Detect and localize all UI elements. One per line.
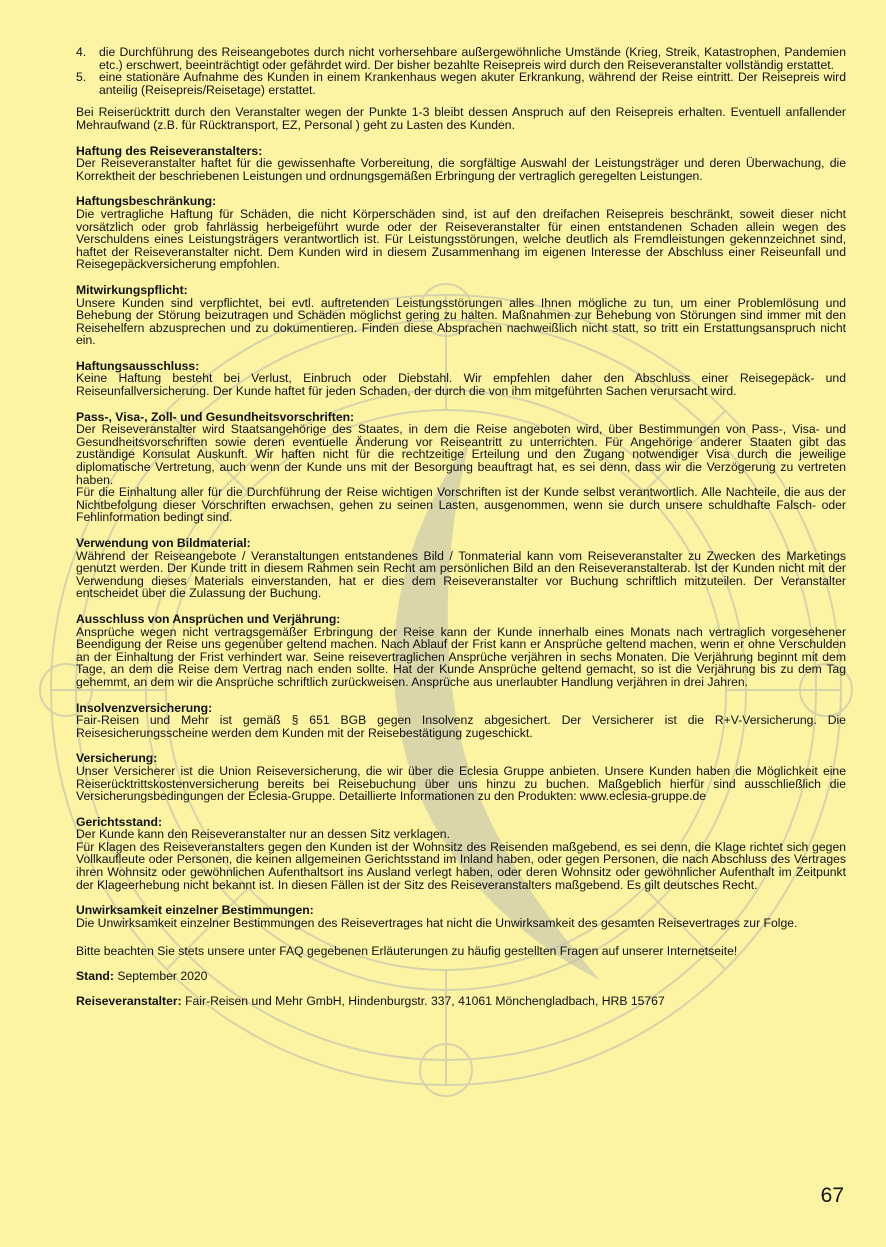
faq-note: Bitte beachten Sie stets unsere unter FAQ gegebenen Erläuterungen zu häufig gestellten Fragen auf unserer Internetseite! (76, 944, 738, 959)
section-mitwirkungspflicht (76, 284, 846, 347)
section-paragraph: Fair-Reisen und Mehr ist gemäß § 651 BGB gegen Insolvenz abgesichert. Der Versicherer ist die R+V-Versicherung. Die Reisesicherungsscheine werden dem Kunden mit der Reisebestätigung zugeschickt. (76, 713, 846, 740)
section-paragraph: Für die Einhaltung aller für die Durchführung der Reise wichtigen Vorschriften ist der Kunde selbst verantwortlich. Alle Nachteile, die aus der Nichtbefolgung dieser Vorschriften erwachsen, gehen zu seinen Lasten, ausgenommen, wenn sie durch unsere schuldhafte Falsch- oder Fehlinformation bedingt sind. (76, 485, 846, 525)
section-haftungsbeschraenkung (76, 195, 846, 271)
organizer-label: Reiseveranstalter: (76, 993, 182, 1008)
list-item-text: die Durchführung des Reiseangebotes durch nicht vorhersehbare außergewöhnliche Umstände (Krieg, Streik, Katastrophen, Pandemien etc.) erschwert, beeinträchtigt oder gefährdet wird. Der bisher bezahlte Reisepreis wird durch den Reiseveranstalter vollständig erstattet. (99, 45, 846, 72)
section-heading: Versicherung: (76, 751, 158, 766)
section-heading: Haftung des Reiseveranstalters: (76, 143, 263, 158)
list-item-number: 5. (76, 70, 87, 85)
organizer-value: Fair-Reisen und Mehr GmbH, Hindenburgstr. 337, 41061 Mönchengladbach, HRB 15767 (185, 993, 665, 1008)
section-paragraph: Die Unwirksamkeit einzelner Bestimmungen des Reisevertrages hat nicht die Unwirksamkeit des gesamten Reisevertrages zur Folge. (76, 915, 798, 930)
section-heading: Gerichtsstand: (76, 814, 163, 829)
section-paragraph: Die vertragliche Haftung für Schäden, die nicht Körperschäden sind, ist auf den dreifachen Reisepreis beschränkt, soweit dieser nicht vorsätzlich oder grob fahrlässig herbeigeführt wurde oder der Reiseveranstalter für einen entstandenen Schaden allein wegen des Verschuldens eines Leistungsträgers verantwortlich ist. Für Leistungsstörungen, welche deutlich als Fremdleistungen gekennzeichnet sind, haftet der Reiseveranstalter nicht. Dem Kunden wird in diesem Zusammenhang im eigenen Interesse der Abschluss einer Reiseunfall und Reisegepäckversicherung empfohlen. (76, 206, 846, 272)
section-paragraph: Keine Haftung besteht bei Verlust, Einbruch oder Diebstahl. Wir empfehlen daher den Abschluss einer Reisegepäck- und Reiseunfallversicherung. Der Kunde haftet für jeden Schaden, der durch die von ihm mitgeführten Sachen verursacht wird. (76, 371, 846, 399)
page-number: 67 (820, 1184, 844, 1207)
section-heading: Haftungsausschluss: (76, 358, 200, 373)
section-gerichtsstand (76, 816, 846, 892)
section-pass-visa (76, 411, 846, 524)
section-heading: Mitwirkungspflicht: (76, 282, 188, 297)
list-item (76, 46, 846, 71)
stand-value: September 2020 (117, 969, 208, 984)
section-paragraph: Der Reiseveranstalter haftet für die gewissenhafte Vorbereitung, die sorgfältige Auswahl der Leistungsträger und deren Überwachung, die Korrektheit der beschriebenen Leistungen und ordnungsgemäßen Erbringung der vertraglich geregelten Leistungen. (76, 156, 846, 183)
section-paragraph: Der Kunde kann den Reiseveranstalter nur an dessen Sitz verklagen. (76, 827, 450, 842)
section-paragraph: Während der Reiseangebote / Veranstaltungen entstandenes Bild / Tonmaterial kann vom Reiseveranstalter zu Zwecken des Marketings genutzt werden. Der Kunde tritt in diesem Rahmen sein Recht am persönlichen Bild an den Reiseveranstalterab. Ist der Kunden nicht mit der Verwendung dieses Materials einverstanden, hat er dies dem Reiseveranstalter vor Buchung schriftlich mitzuteilen. Der Veranstalter entscheidet über die Zulassung der Buchung. (76, 548, 846, 601)
section-heading: Haftungsbeschränkung: (76, 194, 217, 209)
section-haftungsausschluss (76, 360, 846, 398)
section-heading: Insolvenzversicherung: (76, 700, 213, 715)
list-item (76, 71, 846, 96)
section-haftung (76, 145, 846, 183)
section-insolvenz (76, 702, 846, 740)
section-paragraph: Unsere Kunden sind verpflichtet, bei evtl. auftretenden Leistungsstörungen alles Ihnen mögliche zu tun, um einer Problemlösung und Behebung der Störung beizutragen und Schäden möglichst gering zu halten. Maßnahmen zur Behebung von Störungen sind immer mit den Reisehelfern abzusprechen und zu dokumentieren. Finden diese Absprachen nachweißlich nicht statt, so tritt ein Erstattungsanspruch nicht ein. (76, 295, 846, 348)
section-heading: Verwendung von Bildmaterial: (76, 536, 251, 550)
section-heading: Ausschluss von Ansprüchen und Verjährung: (76, 611, 341, 626)
terms-content (76, 46, 846, 1007)
list-item-text: eine stationäre Aufnahme des Kunden in einem Krankenhaus wegen akuter Erkrankung, während der Reise eintritt. Der Reisepreis wird anteilig (Reisepreis/Reisetage) erstattet. (99, 70, 846, 97)
list-item-number: 4. (76, 45, 87, 59)
section-bildmaterial (76, 537, 846, 600)
stand-label: Stand: (76, 969, 114, 984)
section-heading: Pass-, Visa-, Zoll- und Gesundheitsvorschriften: (76, 409, 355, 424)
organizer-line (76, 995, 846, 1008)
section-heading: Unwirksamkeit einzelner Bestimmungen: (76, 903, 314, 918)
section-paragraph: Ansprüche wegen nicht vertragsgemäßer Erbringung der Reise kann der Kunde innerhalb eines Monats nach vertraglich vorgesehener Beendigung der Reise uns gegenüber geltend machen. Nach Ablauf der Frist kann er Ansprüche geltend machen, wenn er ohne Verschulden an der Einhaltung der Frist verhindert war. Seine reisevertraglichen Ansprüche verjähren in sechs Monaten. Die Verjährung beginnt mit dem Tage, an dem die Reise dem Vertrag nach enden sollte. Hat der Kunde Ansprüche geltend gemacht, so ist die Verjährung bis zu dem Tag gehemmt, an dem wir die Ansprüche schriftlich zurückweisen. Ansprüche aus unerlaubter Handlung verjähren in drei Jahren. (76, 624, 846, 689)
intro-paragraph: Bei Reiserücktritt durch den Veranstalter wegen der Punkte 1-3 bleibt dessen Anspruch auf den Reisepreis erhalten. Eventuell anfallender Mehraufwand (z.B. für Rücktransport, EZ, Personal ) geht zu Lasten des Kunden. (76, 105, 846, 132)
section-paragraph: Unser Versicherer ist die Union Reiseversicherung, die wir über die Eclesia Gruppe anbieten. Unsere Kunden haben die Möglichkeit eine Reiserücktrittskostenversicherung bereits bei Reisebuchung über uns hinzu zu buchen. Maßgeblich hierfür sind ausschließlich die Versicherungsbedingungen der Eclesia-Gruppe. Detaillierte Informationen zu den Produkten: www.eclesia-gruppe.de (76, 763, 846, 804)
section-verjaehrung (76, 613, 846, 689)
section-unwirksamkeit (76, 904, 846, 929)
section-paragraph: Für Klagen des Reiseveranstalters gegen den Kunden ist der Wohnsitz des Reisenden maßgebend, es sei denn, die Klage richtet sich gegen Vollkaufleute oder Personen, die keinen allgemeinen Gerichtsstand im Inland haben, oder gegen Personen, die nach Abschluss des Vertrages ihren Wohnsitz oder gewöhnlichen Aufenthaltsort ins Ausland verlegt haben, oder deren Wohnsitz oder gewöhnlicher Aufenthalt im Zeitpunkt der Klageerhebung nicht bekannt ist. In diesen Fällen ist der Sitz des Reiseveranstalters maßgebend. Es gilt deutsches Recht. (76, 839, 846, 892)
section-versicherung (76, 752, 846, 802)
stand-line (76, 970, 846, 983)
section-paragraph: Der Reiseveranstalter wird Staatsangehörige des Staates, in dem die Reise angeboten wird, über Bestimmungen von Pass-, Visa- und Gesundheitsvorschriften sowie deren eventuelle Änderung vor Reiseantritt zu unterrichten. Für Angehörige anderer Staaten gibt das zuständige Konsulat Auskunft. Wir haften nicht für die rechtzeitige Erteilung und den Zugang notwendiger Visa durch die jeweilige diplomatische Vertretung, auch wenn der Kunde uns mit der Besorgung beauftragt hat, es sei denn, dass wir die Verzögerung zu vertreten haben. (76, 422, 846, 487)
